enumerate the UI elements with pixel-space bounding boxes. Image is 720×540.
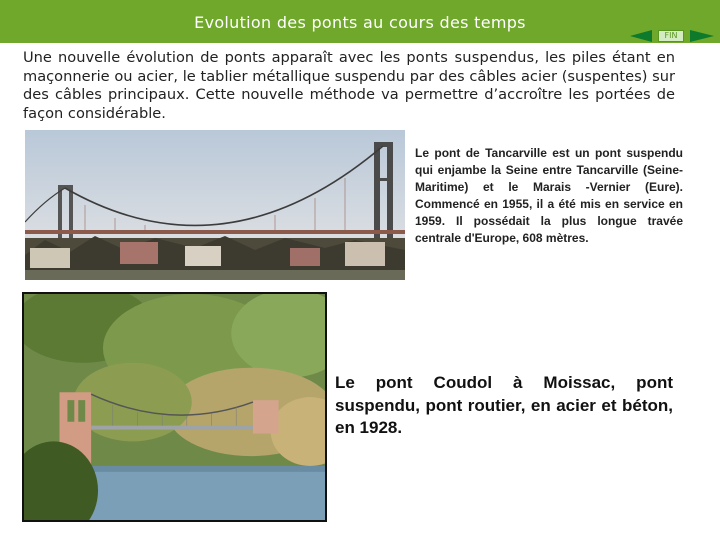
end-button[interactable]: FIN	[658, 30, 684, 42]
intro-text-start: Une nouvelle évolution de ponts apparaît avec les	[23, 49, 407, 66]
intro-paragraph	[23, 49, 675, 123]
intro-text-end: , les piles étant en maçonnerie ou acier, le tablier métallique suspendu par des câbles acier (suspentes) sur des câbles principaux. Cette nouvelle méthode va permettre d’accroître les portées de façon considérable.	[23, 49, 675, 122]
right-triangle-icon	[690, 30, 714, 42]
slide-title: Evolution des ponts au cours des temps	[194, 13, 526, 32]
next-slide-button[interactable]	[690, 30, 714, 42]
intro-emphasis: ponts suspendus	[406, 49, 535, 66]
coudol-caption: Le pont Coudol à Moissac, pont suspendu, pont routier, en acier et béton, en 1928.	[335, 373, 673, 437]
left-triangle-icon	[630, 30, 652, 42]
coudol-bridge-photo	[22, 292, 327, 522]
previous-slide-button[interactable]	[630, 30, 652, 42]
tancarville-caption: Le pont de Tancarville est un pont suspendu qui enjambe la Seine entre Tancarville (Seine-Maritime) et le Marais -Vernier (Eure). Commencé en 1955, il a été mis en service en 1959. Il possédait la plus longue travée centrale d'Europe, 608 mètres.	[415, 146, 683, 245]
tancarville-bridge-photo	[25, 130, 405, 280]
